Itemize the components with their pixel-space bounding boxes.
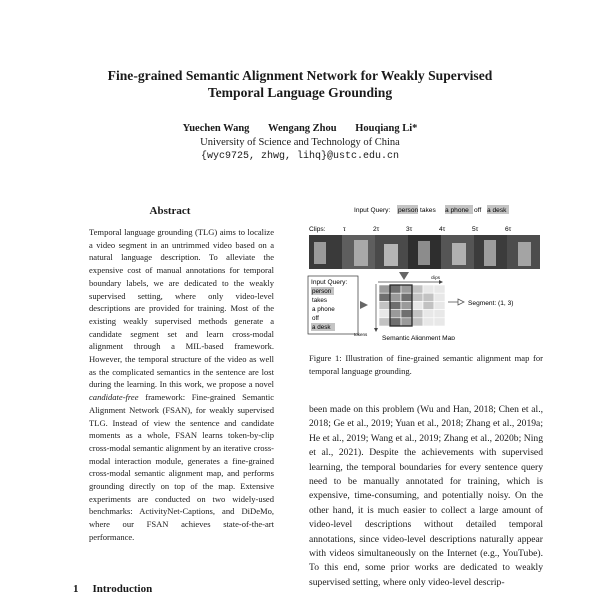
alignment-cell <box>401 293 412 301</box>
alignment-cell <box>423 301 434 309</box>
top-query-label: Input Query: <box>354 207 391 214</box>
figure-silhouette-4 <box>418 241 430 265</box>
clip-tick-3: 3τ <box>406 226 413 233</box>
clip-tick-6: 6τ <box>505 226 512 233</box>
alignment-cell <box>379 293 390 301</box>
alignment-cell <box>379 318 390 326</box>
alignment-cell <box>423 318 434 326</box>
affiliation: University of Science and Technology of China <box>200 137 400 148</box>
figure-silhouette-6 <box>484 240 496 266</box>
clip-tick-1: τ <box>343 226 346 233</box>
section-number: 1 <box>73 583 79 595</box>
title-line-2: Temporal Language Grounding <box>207 85 393 100</box>
alignment-cell <box>412 310 423 318</box>
abstract-emphasis: candidate-free <box>89 392 139 403</box>
alignment-cell <box>390 310 401 318</box>
paper-title <box>0 67 600 101</box>
author-3: Houqiang Li* <box>355 123 418 134</box>
figure-silhouette-1 <box>314 242 326 264</box>
segment-arrow-icon <box>458 299 464 305</box>
figure-silhouette-2 <box>354 240 368 266</box>
top-token-4: off <box>474 207 482 214</box>
alignment-cell <box>401 285 412 293</box>
axis-tokens-label: tokens <box>354 332 368 337</box>
alignment-cell <box>434 310 445 318</box>
alignment-cell <box>423 285 434 293</box>
alignment-cell <box>379 310 390 318</box>
author-list <box>0 122 600 135</box>
author-2: Wengang Zhou <box>268 123 337 134</box>
alignment-cell <box>379 301 390 309</box>
alignment-cell <box>390 301 401 309</box>
alignment-cell <box>423 310 434 318</box>
map-label: Semantic Alignment Map <box>382 335 455 340</box>
left-token-4: off <box>312 315 319 322</box>
alignment-cell <box>434 318 445 326</box>
clip-tick-5: 5τ <box>472 226 479 233</box>
video-frames <box>309 235 540 269</box>
alignment-cell <box>390 318 401 326</box>
clips-axis-arrow-icon <box>439 280 443 284</box>
author-1: Yuechen Wang <box>182 123 250 134</box>
clips-label: Clips: <box>309 226 326 233</box>
top-token-2: takes <box>420 207 436 214</box>
alignment-cell <box>412 293 423 301</box>
left-token-3: a phone <box>312 306 335 313</box>
top-token-3: a phone <box>445 207 469 214</box>
left-token-2: takes <box>312 297 328 304</box>
alignment-cell <box>434 285 445 293</box>
right-arrow-icon <box>360 301 368 309</box>
left-query-label: Input Query: <box>311 279 348 286</box>
section-title: Introduction <box>92 583 153 595</box>
alignment-cell <box>434 301 445 309</box>
alignment-cell <box>412 318 423 326</box>
abstract-text-a: Temporal language grounding (TLG) aims to localize a video segment in an untrimmed video based on a natural language description. To alleviate the expensive cost of manual annotations for temporal boundary labels, we are dedicated to the weakly supervised setting, where only video-level descriptions are provided for training. Most of the existing weakly supervised methods generate a candidate segment set and learn cross-modal alignment through a MIL-based framework. However, the temporal structure of the video as well as the complicated semantics in the sentence are lost during the learning. In this work, we propose a novel <box>89 227 274 390</box>
abstract-body <box>89 226 274 544</box>
email: {wyc9725, zhwg, lihq}@ustc.edu.cn <box>200 151 400 162</box>
figure-caption: Figure 1: Illustration of fine-grained semantic alignment map for temporal language grounding. <box>309 353 543 376</box>
alignment-cell <box>434 293 445 301</box>
title-line-1: Fine-grained Semantic Alignment Network for Weakly Supervised <box>107 68 493 83</box>
abstract-heading: Abstract <box>149 205 191 217</box>
alignment-cell <box>423 293 434 301</box>
alignment-cell <box>412 285 423 293</box>
left-token-5: a desk <box>312 324 331 331</box>
clip-tick-2: 2τ <box>373 226 380 233</box>
left-token-1: person <box>312 288 332 295</box>
abstract-text-b: framework: Fine-grained Semantic Alignment Network (FSAN), for weakly supervised TLG. Instead of view the sentence and candidate moments as a whole, FSAN learns token-by-clip cross-modal semantic alignment by an iterative cross-modal interaction module, generates a fine-grained cross-modal semantic alignment map, and performs grounding directly on top of the map. Extensive experiments are conducted on two widely-used benchmarks: ActivityNet-Captions, and DiDeMo, where our FSAN achieves state-of-the-art performance. <box>89 392 274 542</box>
alignment-cell <box>401 318 412 326</box>
tokens-axis-arrow-icon <box>374 328 378 332</box>
figure-silhouette-5 <box>452 243 466 265</box>
alignment-cell <box>401 301 412 309</box>
segment-label: Segment: (1, 3) <box>468 300 514 307</box>
clip-tick-4: 4τ <box>439 226 446 233</box>
alignment-cell <box>390 285 401 293</box>
top-token-1: person <box>398 207 419 214</box>
intro-continuation: been made on this problem (Wu and Han, 2018; Chen et al., 2018; Ge et al., 2019; Yuan et al., 2018; Zhang et al., 2019a; He et al., 2019; Wang et al., 2019; Zhang et al., 2020b; Ning et al., 2021). Despite the achievements with supervised learning, the temporal boundaries for every sentence query need to be manually annotated for training, which is expensive, time-consuming, and potentially noisy. On the other hand, it is much easier to collect a large amount of video-level descriptions without detailed temporal annotations, since video-level descriptions naturally appear with videos simultaneously on the Internet (e.g., YouTube). To this end, some prior works are dedicated to weakly supervised setting, where only video-level descrip- <box>309 404 543 588</box>
down-arrow-icon <box>399 272 409 280</box>
section-heading <box>73 583 152 595</box>
figure-1 <box>306 200 546 340</box>
alignment-cell <box>412 301 423 309</box>
alignment-cell <box>390 293 401 301</box>
alignment-cell <box>401 310 412 318</box>
figure-silhouette-3 <box>384 244 398 266</box>
figure-silhouette-7 <box>518 242 531 266</box>
axis-clips-label: clips <box>431 275 441 280</box>
figure-1-svg <box>306 200 546 340</box>
top-token-5: a desk <box>487 207 507 214</box>
alignment-cell <box>379 285 390 293</box>
